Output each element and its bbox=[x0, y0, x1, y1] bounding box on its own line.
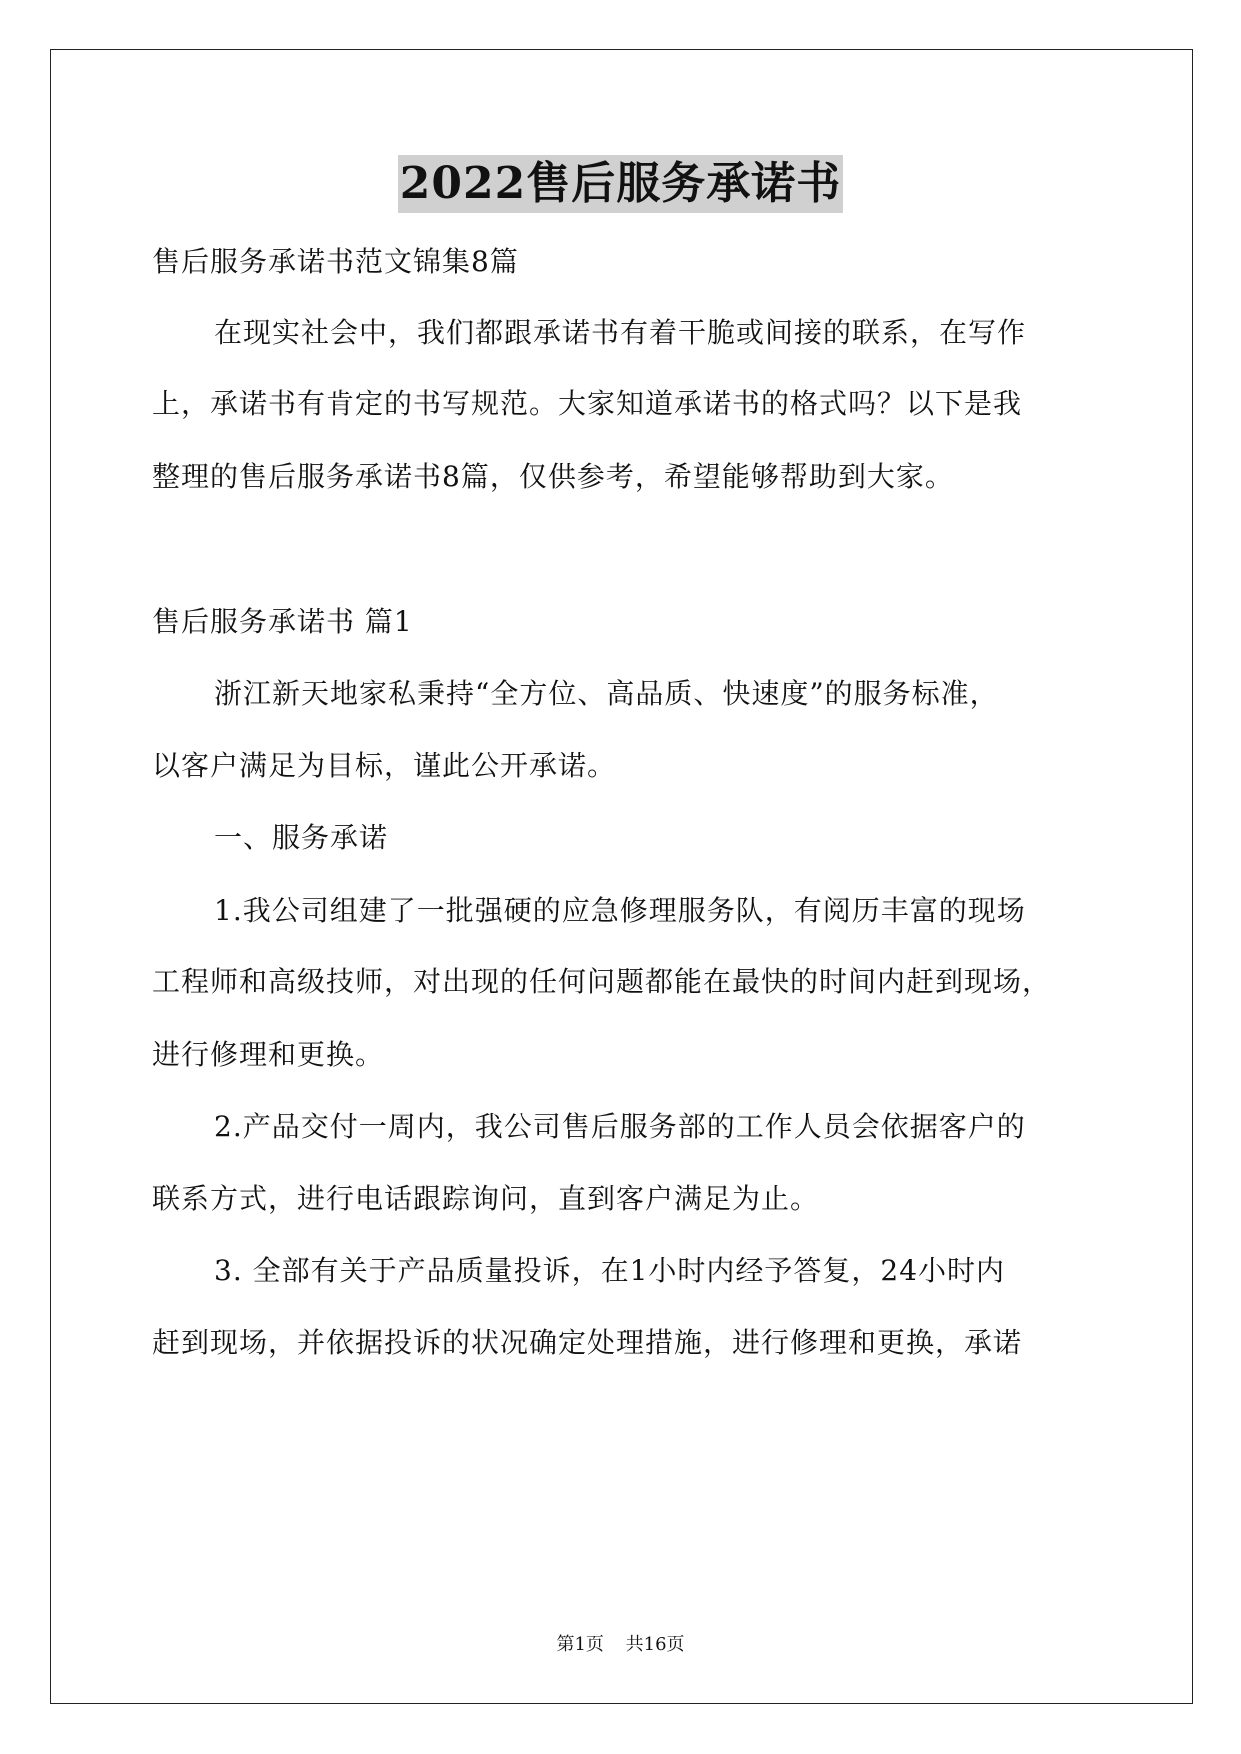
page-footer bbox=[0, 1632, 1241, 1658]
intro-line-1: 在现实社会中，我们都跟承诺书有着干脆或间接的联系，在写作 bbox=[214, 316, 1027, 349]
body-line-9: 3. 全部有关于产品质量投诉，在1小时内经予答复，24小时内 bbox=[214, 1254, 1006, 1287]
title-wrap bbox=[0, 155, 1241, 213]
body-line-3: 一、服务承诺 bbox=[214, 821, 389, 854]
page-total: 共16页 bbox=[625, 1634, 685, 1655]
subtitle: 售后服务承诺书范文锦集8篇 bbox=[152, 245, 519, 278]
intro-line-3: 整理的售后服务承诺书8篇，仅供参考，希望能够帮助到大家。 bbox=[152, 460, 954, 493]
intro-line-2: 上，承诺书有肯定的书写规范。大家知道承诺书的格式吗？以下是我 bbox=[152, 387, 1023, 420]
page-border bbox=[50, 49, 1193, 1704]
body-line-10: 赶到现场，并依据投诉的状况确定处理措施，进行修理和更换，承诺 bbox=[152, 1326, 1023, 1359]
body-line-6: 进行修理和更换。 bbox=[152, 1038, 385, 1071]
document-title: 2022售后服务承诺书 bbox=[398, 155, 843, 213]
page-number: 第1页 bbox=[556, 1634, 604, 1655]
body-line-2: 以客户满足为目标，谨此公开承诺。 bbox=[152, 749, 617, 782]
section-heading: 售后服务承诺书 篇1 bbox=[152, 605, 413, 638]
body-line-1: 浙江新天地家私秉持“全方位、高品质、快速度”的服务标准， bbox=[214, 677, 999, 710]
body-line-5: 工程师和高级技师，对出现的任何问题都能在最快的时间内赶到现场， bbox=[152, 965, 1052, 998]
body-line-4: 1.我公司组建了一批强硬的应急修理服务队，有阅历丰富的现场 bbox=[214, 894, 1026, 927]
body-line-7: 2.产品交付一周内，我公司售后服务部的工作人员会依据客户的 bbox=[214, 1110, 1026, 1143]
body-line-8: 联系方式，进行电话跟踪询问，直到客户满足为止。 bbox=[152, 1182, 820, 1215]
